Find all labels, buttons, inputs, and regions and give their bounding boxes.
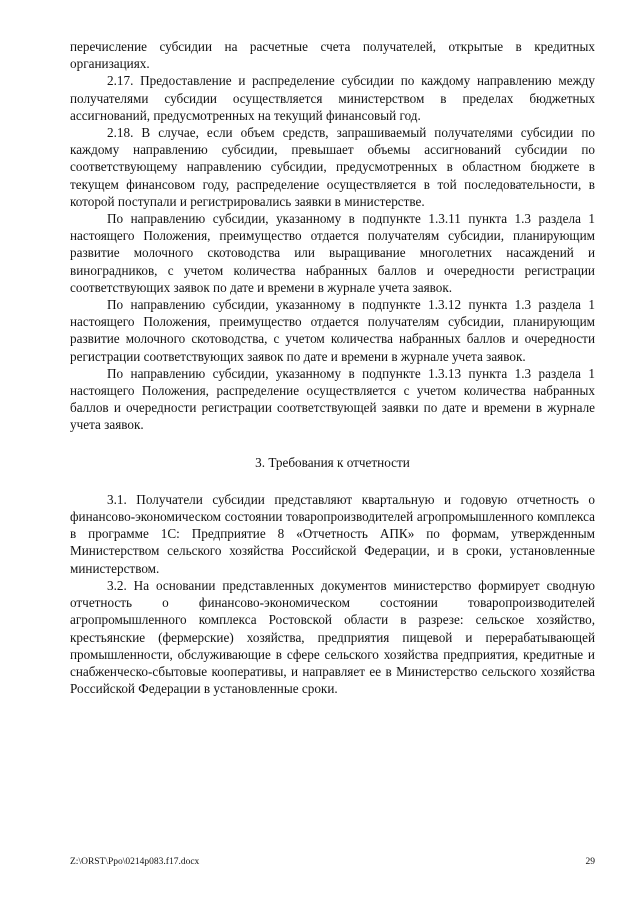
paragraph-1-3-11: По направлению субсидии, указанному в подпункте 1.3.11 пункта 1.3 раздела 1 настоящего Положения, преимущество отдается получателям субсидии, планирующим развитие молочного скотоводства или выращивание многолетних насаждений и виноградников, с учетом количества набранных баллов и очередности регистрации соответствующих заявок по дате и времени в журнале учета заявок. xyxy=(70,211,595,295)
paragraph-3-2: 3.2. На основании представленных документов министерство формирует сводную отчетность о финансово-экономическом состоянии товаропроизводителей агропромышленного комплекса Ростовской области в разрезе: сельское хозяйство, крестьянские (фермерские) хозяйства, предприятия пищевой и перерабатывающей промышленности, обслуживающие в сфере сельского хозяйства предприятия, кредитные и снабженческо-сбытовые кооперативы, и направляет ее в Министерство сельского хозяйства Российской Федерации в установленные сроки. xyxy=(70,577,595,697)
page-footer xyxy=(70,856,595,868)
paragraph-3-1: 3.1. Получатели субсидии представляют квартальную и годовую отчетность о финансово-экономическом состоянии товаропроизводителей агропромышленного комплекса в программе 1С: Предприятие 8 «Отчетность АПК» по формам, утвержденным Министерством сельского хозяйства Российской Федерации, и в сроки, установленные министерством. xyxy=(70,491,595,576)
document-body xyxy=(70,38,595,697)
footer-file-path: Z:\ORST\Ppo\0214p083.f17.docx xyxy=(70,857,200,867)
page-number: 29 xyxy=(585,857,595,867)
paragraph-1-3-12: По направлению субсидии, указанному в подпункте 1.3.12 пункта 1.3 раздела 1 настоящего Положения, преимущество отдается получателям субсидии, планирующим развитие молочного скотоводства, с учетом количества набранных баллов и очередности регистрации соответствующих заявок по дате и времени в журнале учета заявок. xyxy=(70,297,595,364)
section-heading: 3. Требования к отчетности xyxy=(255,454,410,470)
paragraph-2-18: 2.18. В случае, если объем средств, запрашиваемый получателями субсидии по каждому направлению субсидии, превышает объемы ассигнований субсидии по соответствующему направлению субсидии, предусмотренных в областном бюджете в текущем финансовом году, распределение осуществляется в той последовательности, в которой поступали и регистрировались заявки в министерстве. xyxy=(70,125,595,209)
paragraph-2-17: 2.17. Предоставление и распределение субсидии по каждому направлению между получателями субсидии осуществляется министерством в пределах бюджетных ассигнований, предусмотренных на текущий финансовый год. xyxy=(70,73,595,123)
paragraph-continuation: перечисление субсидии на расчетные счета получателей, открытые в кредитных организациях. xyxy=(70,39,595,72)
paragraph-1-3-13: По направлению субсидии, указанному в подпункте 1.3.13 пункта 1.3 раздела 1 настоящего Положения, распределение осуществляется с учетом количества набранных баллов и очередности регистрации соответствующей заявки по дате и времени в журнале учета заявок. xyxy=(70,365,595,433)
